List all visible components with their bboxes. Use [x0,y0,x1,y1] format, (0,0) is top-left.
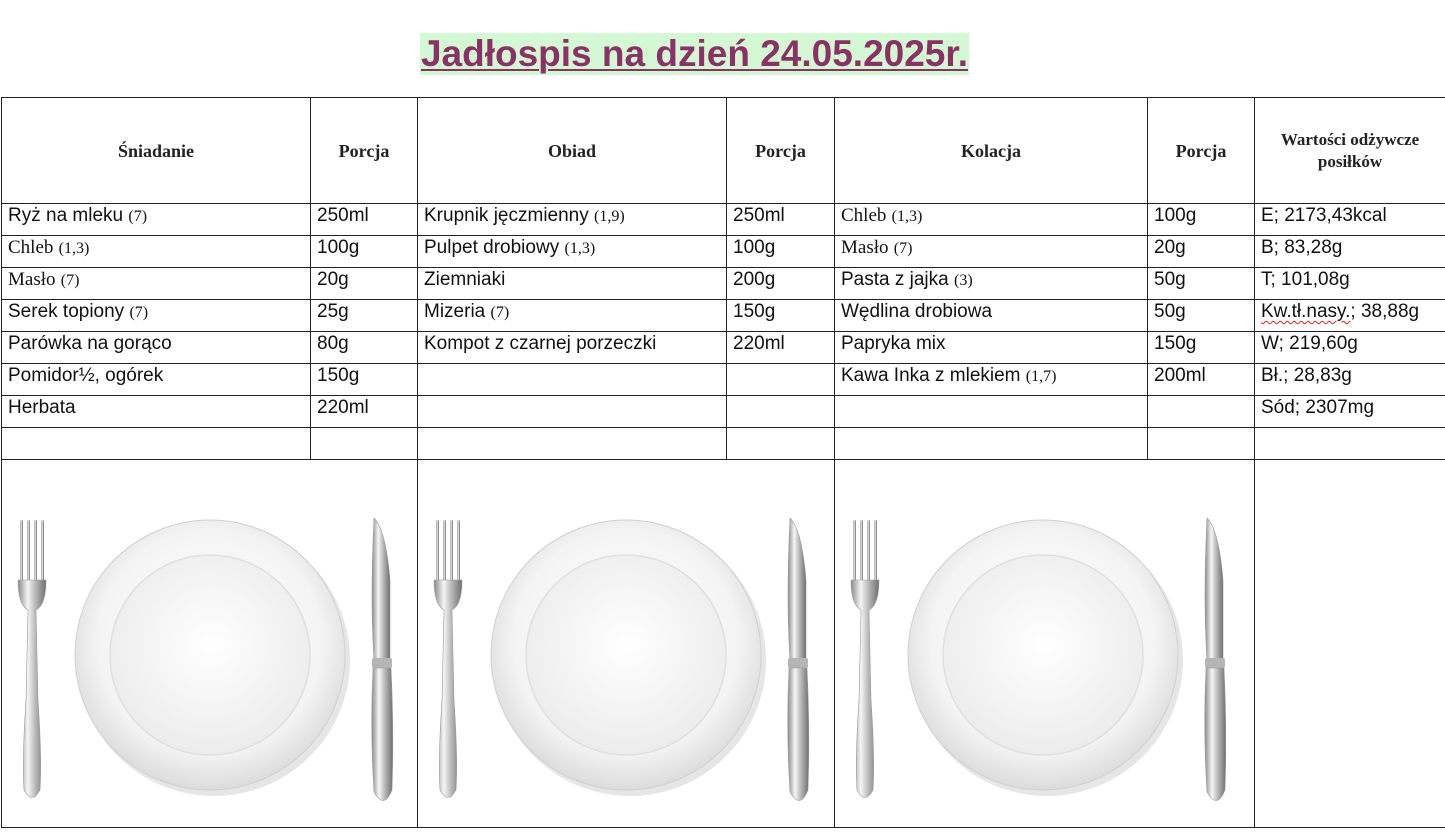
nutrition-cell [1255,396,1445,428]
breakfast-portion: 220ml [311,396,418,428]
dinner-allergen: (1,7) [1025,368,1057,385]
breakfast-portion: 20g [311,268,418,300]
dinner-name: Papryka mix [841,333,946,354]
dinner-cell [835,396,1148,428]
nutrition-cell [1255,236,1445,268]
dinner-cell [835,204,1148,236]
breakfast-allergen: (7) [129,304,149,321]
lunch-portion [727,428,835,460]
dinner-portion: 50g [1148,268,1255,300]
lunch-cell [418,268,727,300]
table-row [2,204,1445,236]
table-row [2,300,1445,332]
header-breakfast-portion: Porcja [311,98,418,204]
nutrition-value: E; 2173,43kcal [1261,205,1387,226]
header-lunch-portion: Porcja [727,98,835,204]
nutrition-cell [1255,332,1445,364]
dinner-name: Pasta z jajka [841,269,949,290]
dinner-name: Kawa Inka z mlekiem [841,365,1021,386]
header-row [2,98,1445,204]
page-title: Jadłospis na dzień 24.05.2025r. [420,33,969,74]
lunch-portion: 220ml [727,332,835,364]
breakfast-allergen: (7) [60,272,80,289]
breakfast-name: Herbata [8,397,76,418]
nutrition-cell [1255,300,1445,332]
plate-cell-dinner [835,460,1255,828]
plate-icon [75,520,350,796]
breakfast-name: Serek topiony [8,301,125,322]
nutrition-value: Sód; 2307mg [1261,397,1375,418]
lunch-name: Kompot z czarnej porzeczki [424,333,657,354]
nutrition-value: Bł.; 28,83g [1261,365,1352,386]
lunch-cell [418,204,727,236]
table-row [2,236,1445,268]
header-dinner-portion: Porcja [1148,98,1255,204]
dinner-cell [835,332,1148,364]
dinner-allergen: (1,3) [891,208,923,225]
lunch-portion: 100g [727,236,835,268]
header-lunch: Obiad [418,98,727,204]
plate-cell-empty [1255,460,1445,828]
breakfast-cell [2,396,311,428]
knife-icon [372,518,393,801]
lunch-portion: 150g [727,300,835,332]
breakfast-name: Ryż na mleku [8,205,124,226]
breakfast-portion: 25g [311,300,418,332]
plate-icon [491,520,766,796]
nutrition-label-spellcheck: Kw.tł.nasy. [1261,301,1351,322]
nutrition-value: T; 101,08g [1261,269,1350,290]
fork-icon [851,520,879,798]
breakfast-portion [311,428,418,460]
nutrition-value: W; 219,60g [1261,333,1358,354]
dinner-portion [1148,428,1255,460]
breakfast-portion: 100g [311,236,418,268]
table-row [2,396,1445,428]
dinner-cell [835,268,1148,300]
nutrition-cell [1255,364,1445,396]
lunch-cell [418,332,727,364]
table-row [2,268,1445,300]
lunch-allergen: (7) [490,304,510,321]
dinner-portion: 150g [1148,332,1255,364]
nutrition-cell [1255,204,1445,236]
dinner-cell [835,364,1148,396]
place-setting-illustration [418,460,834,827]
dinner-name: Wędlina drobiowa [841,301,993,322]
dinner-allergen: (7) [893,240,913,257]
dinner-cell [835,428,1148,460]
title-wrap [0,33,1389,75]
lunch-cell [418,428,727,460]
breakfast-cell [2,428,311,460]
plate-cell-lunch [418,460,835,828]
place-setting-illustration [2,460,418,827]
breakfast-cell [2,268,311,300]
lunch-portion [727,364,835,396]
nutrition-value: ; 38,88g [1350,301,1420,322]
breakfast-allergen: (7) [128,208,148,225]
lunch-name: Ziemniaki [424,269,506,290]
knife-icon [1205,518,1226,801]
lunch-cell [418,236,727,268]
dinner-portion: 200ml [1148,364,1255,396]
lunch-name: Mizeria [424,301,486,322]
fork-icon [434,520,462,798]
dinner-portion: 100g [1148,204,1255,236]
lunch-portion: 250ml [727,204,835,236]
lunch-allergen: (1,3) [564,240,596,257]
table-row [2,332,1445,364]
breakfast-cell [2,236,311,268]
header-nutrition: Wartości odżywcze posiłków [1255,98,1445,204]
table-row [2,364,1445,396]
breakfast-name: Pomidor½, ogórek [8,365,164,386]
breakfast-cell [2,300,311,332]
fork-icon [18,520,46,798]
plate-icon [908,520,1183,796]
table-setting-lunch [418,460,834,827]
dinner-portion: 50g [1148,300,1255,332]
dinner-portion: 20g [1148,236,1255,268]
dinner-cell [835,300,1148,332]
plates-row [2,460,1445,828]
breakfast-portion: 150g [311,364,418,396]
lunch-allergen: (1,9) [594,208,625,225]
nutrition-cell [1255,428,1445,460]
dinner-allergen: (3) [954,272,973,289]
table-row [2,428,1445,460]
plate-cell-breakfast [2,460,418,828]
place-setting-illustration [835,460,1251,827]
dinner-name: Chleb [841,205,887,226]
lunch-portion: 200g [727,268,835,300]
nutrition-value: B; 83,28g [1261,237,1343,258]
menu-body [2,204,1445,828]
breakfast-cell [2,364,311,396]
breakfast-cell [2,204,311,236]
breakfast-cell [2,332,311,364]
dinner-name: Masło [841,237,889,258]
breakfast-name: Chleb [8,237,54,258]
table-setting-breakfast [2,460,418,827]
lunch-name: Pulpet drobiowy [424,237,560,258]
lunch-cell [418,364,727,396]
table-setting-dinner [835,460,1251,827]
breakfast-allergen: (1,3) [58,240,90,257]
breakfast-portion: 80g [311,332,418,364]
knife-icon [788,518,809,801]
nutrition-cell [1255,268,1445,300]
lunch-cell [418,396,727,428]
menu-table [1,97,1445,828]
dinner-cell [835,236,1148,268]
lunch-cell [418,300,727,332]
header-dinner: Kolacja [835,98,1148,204]
breakfast-name: Masło [8,269,56,290]
dinner-portion [1148,396,1255,428]
breakfast-name: Parówka na gorąco [8,333,172,354]
lunch-name: Krupnik jęczmienny [424,205,589,226]
breakfast-portion: 250ml [311,204,418,236]
header-breakfast: Śniadanie [2,98,311,204]
lunch-portion [727,396,835,428]
